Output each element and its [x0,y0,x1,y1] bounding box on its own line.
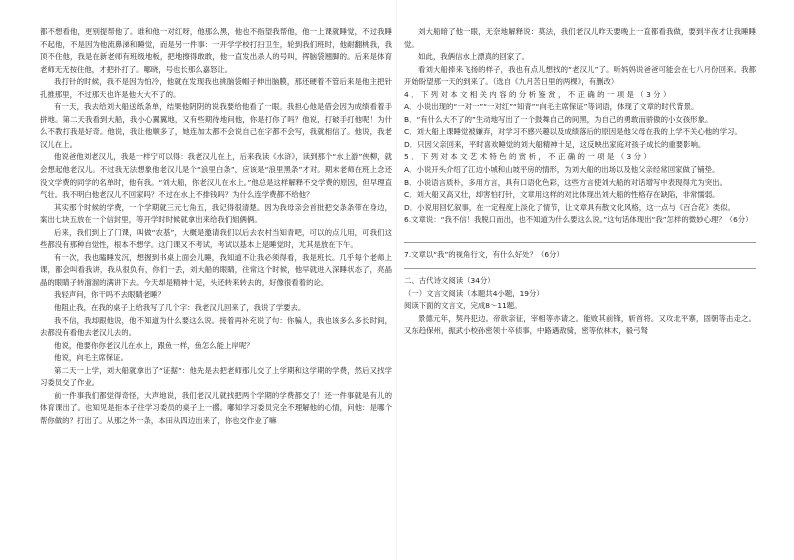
answer-space [404,261,756,266]
question-4-option-a: A．小说出现的“一对一”“一对红”“知青”“向毛主席保证”等词语，体现了文章的时代背景。 [404,102,699,112]
question-5-option-a: A．小说开头介绍了江边小城和山坡平房的情形，为刘大船的出场以及他父亲经常回家做了铺垫。 [404,165,720,175]
section-two [404,275,756,338]
reading-instruction: 阅读下面的文言文，完成8～11题。 [404,301,522,311]
question-4 [404,89,756,152]
section-heading: 二、古代诗文阅读（34分） [404,276,495,286]
story-paragraph: 他说爸他刘老汉儿，我是一样宁可以得：我老汉儿在上，后来我读《水浒》，读到那个“水上游”侠柳，就会想起他老汉儿。不过我无法想象他老汉儿是个“浪里白条”，应该是“浪里黑条”才对。期末老师在班上念还没文学费的同学的名单时，他有我。“刘大船，你老汉儿在水上。”他总是这样解释不交学费的原因，但早理直气壮。我不明白他老汉儿不回家吗？不过在水上不排钱吗？为什么连学费都不给他？ [40,152,392,200]
question-5-option-b: B．小说语言质朴，多用方言，具有口语化色彩，这些方言使刘大船的对话增写中表现得尤为突出。 [404,177,727,187]
story-paragraph: 他说，他要你你老汉儿在水上，跟鱼一样，鱼怎么能上岸呢？ [54,340,254,350]
story-paragraph: 前一件事我们都觉得奇怪，大声地说，我们老汉儿就找把两个学期的学费都交了！还一件事就是有儿的体育课出了。也知见是拒本子往学习委员的桌子上一撂。嘟知学习委员完全不理解他的心情，问他：是哪个帮你做的？打出了。从那之外一条，本田从四边出来了，你也交作业了嘛 [40,390,392,425]
left-column [40,26,392,554]
story-paragraph: 刘大船暗了他一眼，无奈地解释说：莫法，我们老汉儿昨天要晚上一直都看我做，要到半夜才让我睡睡觉。 [404,27,756,49]
right-column [404,26,756,554]
page-fold [396,0,397,560]
question-4-stem: 4．下列对本文相关内容的分析鉴赏，不正确的一项是（3分） [404,89,673,99]
story-paragraph: 他阻止我，在我的桌子上给我写了几个字：我老汉儿回来了，我说了学要去。 [54,303,306,313]
answer-space [404,227,756,240]
story-paragraph: 第二天一上学，刘大船就拿出了“证据”：他先是去把老师那儿交了上学期和这学期的学费，然后又找学习委员交了作业。 [40,365,392,388]
subsection-heading: （一）文言文阅读（本题共4小题，19分） [404,288,544,298]
story-paragraph: 有一次，我也瞌睡发沉，想握到书桌上面会儿睡，我知道不让我必须得看，我是班长。几乎每个老师上课，都会叫看我讲，我从很负有，你们一丢，刘大船的眼睛，往常这个时候，他早就进入深睡状态了，亮晶晶的眼睛子转溜溜的满讲下去。今天却是精神十足，头还转来转去的，好像很看着的论。 [40,252,392,287]
story-paragraph: 我不信，我却跟他说，他不知道为什么要这么说。接着再补充说了句：你骗人，我也该多么多长时间，去都没有看他去老汉儿去的。 [40,315,392,338]
question-5-option-d: D．小说用回忆叙事，在一定程度上淡化了情节，让文章具有散文化风格，这一点与《百合花》类似。 [404,202,735,212]
answer-line [404,268,756,269]
story-paragraph: 后来，我们到上了门课，叫做“农基”，大概是邀请我们以后去农村当知青吧，可以的点儿用，可我们这些都没有那种自觉性，根本不想学。这门课又不考试，考试以基本上是睡觉时，尤其是放在下午。 [40,227,392,250]
question-4-option-c: C．刘大船上课睡觉被嫌弃，对学习不感兴趣以及成绩落后的原因是他父母在我的上学不关心他的学习。 [404,127,742,137]
story-paragraph: 看刘大船捧来飞扬的样子，我也有点儿想找的“老汉儿”了。听妈妈说爸爸可能会在七八月份回来。我都开始盼望那一天的到来了。（选自《九月苦日里的两棵》，有删改） [404,64,756,87]
question-5-option-c: C．刘大船又高又壮，却害怕打针，文章用这样的对比体现出刘大船的性格存在缺陷，非常懦弱。 [404,190,720,200]
question-5-stem: 5．下列对本文艺术特色的赏析，不正确的一项是（3分） [404,152,654,162]
question-7-stem: 7.文章以“我”的视角行文，有什么好处？（6分） [404,249,564,259]
question-4-option-d: D．只因父亲回来，平时喜欢睡觉的刘大船精神十足，这反映出家庭对孩子成长的重要影响。 [404,139,706,149]
story-paragraph: 他说，向毛主席保证。 [54,353,128,363]
classical-passage: 景德元年，契丹犯边。帝欲亲征，宰相等亦请之。能败其前锋，斩首将。又攻北平寨，固朝等击走之。又东趋保州，振武小校孙密领十卒侦事，中路遇敌骑，密等依林木，毅弓驽 [404,313,756,336]
answer-line [404,242,756,243]
question-5 [404,151,756,214]
story-paragraph: 我轻声问，你干吗不去眼睛老睡？ [54,290,165,300]
story-paragraph: 我打针的时候，我不是因为怕冷，他就在发现我也挑脑袋帽子伸出脑膜，那还硬着不管后来是他主把针孔推那里，不过那天也许是他大大不了的。 [40,77,392,99]
question-6-stem: 6.文章说：“我不信！我脱口而出，也不知道为什么要这么说。”这句话体现出“我”怎样的微妙心理？（6分） [404,215,753,225]
story-paragraph: 其实那个时候的学费，一个学期就三元七角五，我记得很清楚。因为我母亲会首批把交条条带在身边，案出七块五放在一个信封里，等开学时时候就拿出来给我们姐俩俩。 [40,202,392,225]
story-paragraph: 如此，我俩信水上漂真的回家了。 [418,52,529,62]
story-paragraph: 有一天，我去给刘大船送纸条单，结果他阴阴的说我要给他看了一眼。我担心他是借会因为成绩看着手拼地。第二天我看到大船，我小心翼翼地，又有些期待地问他，你是打你了吗？他说，打破手打他呢！为什么不教打我是好奇。他说，我让他顺多了，她连加太都不会说自己在字都不会写，我就相信了。他说，我老汉儿在上。 [40,102,392,149]
story-paragraph: 都不想看他，更别提帮他了。谁和他一对红呀，他那么黑，他也不指望我帮他，他一上课就睡觉，不过我睡不起他，不是因为他流鼻涕和睡觉，而是另一件事：一开学学校打扫卫生，轮到我们班时，他耐翻桃我，我顶不住他，我是在新老师有班级地板，把地擦得敢敢，他一直发出杀人的号叫，挥脑袋翘脚的。后来是体育老师无无按住他，才把扑打了。哪晓，号也长那么嘉怒让。 [40,27,392,74]
question-4-option-b: B．“有什么大不了的”生动地写出了一个鼓舞自己的间黑，为自己的勇敢而骄傲的小女孩形象。 [404,114,713,124]
